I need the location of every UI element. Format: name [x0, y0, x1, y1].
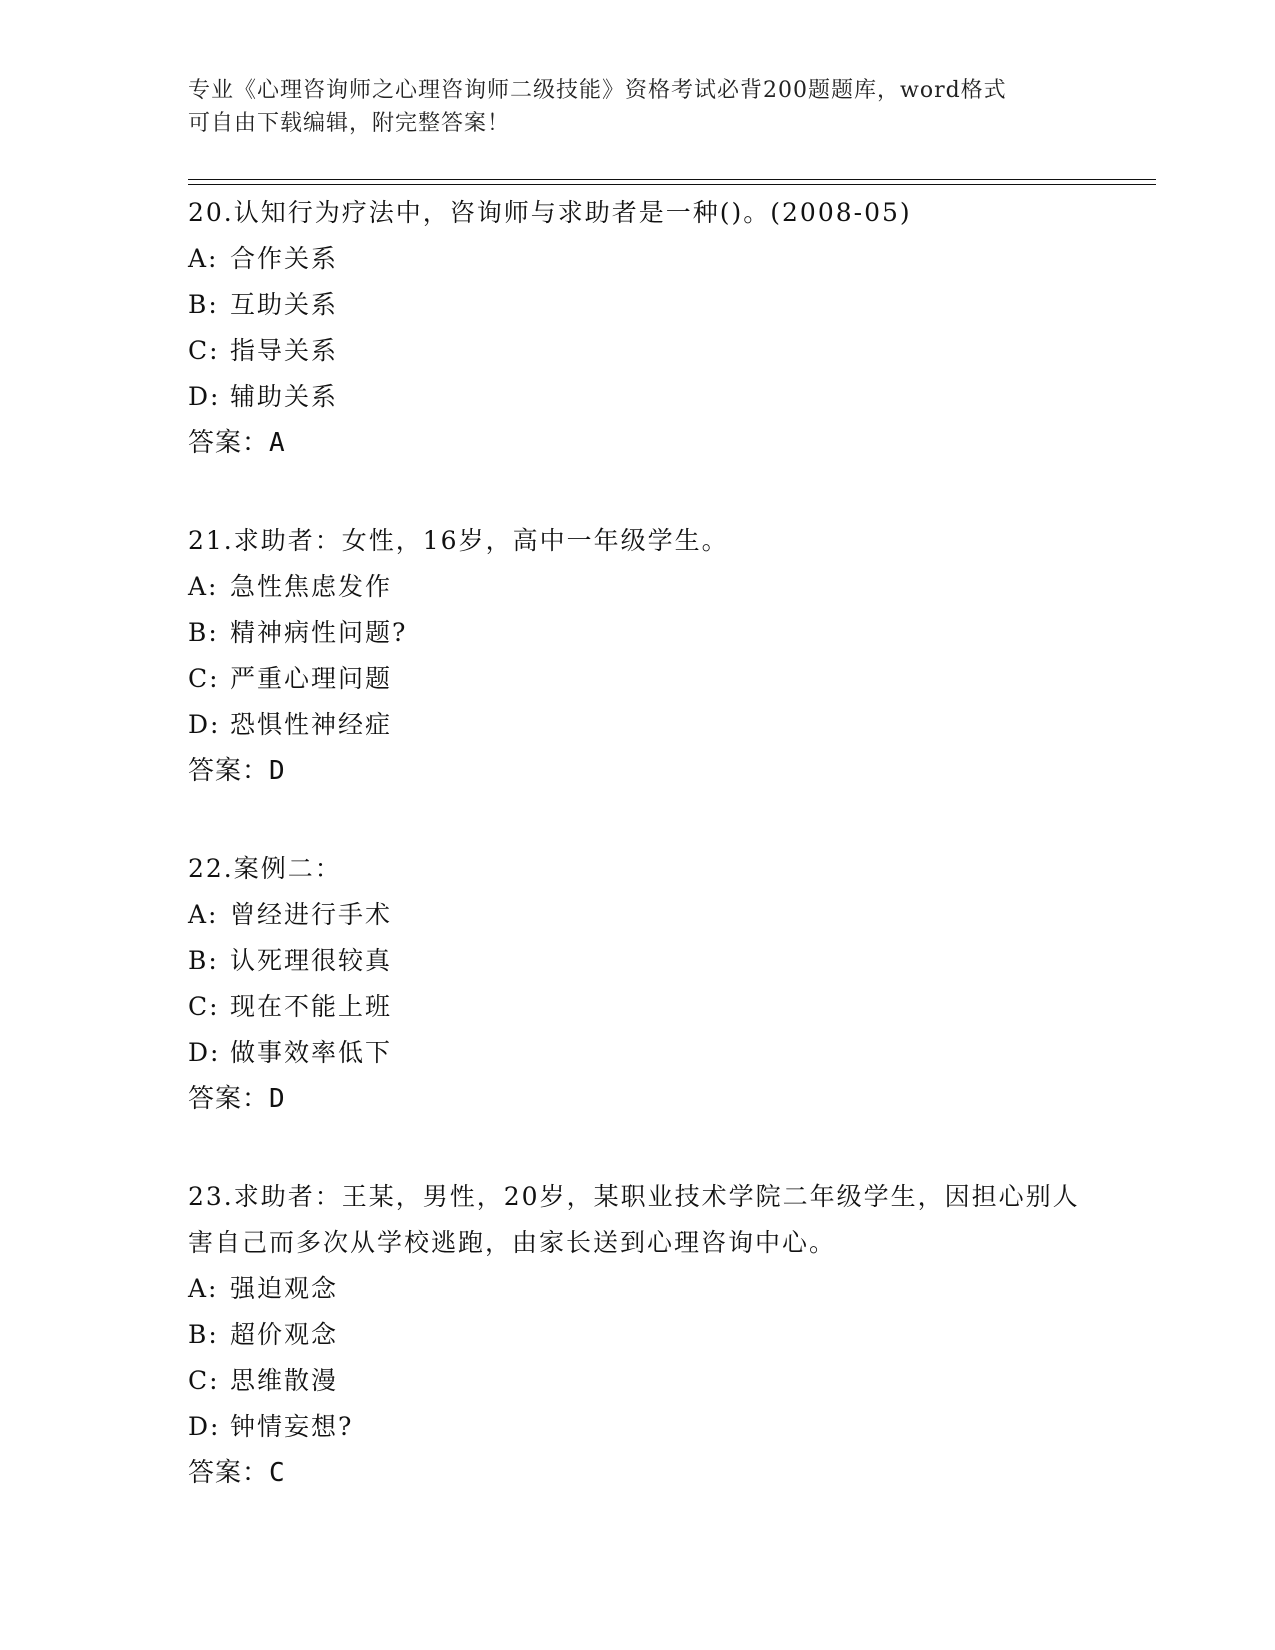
option-a	[188, 564, 1088, 610]
option-c	[188, 656, 1088, 702]
option-d	[188, 374, 1088, 420]
option-text: 互助关系	[230, 290, 339, 319]
option-a	[188, 1266, 1088, 1312]
question-item	[188, 190, 1088, 466]
option-text: 精神病性问题?	[230, 618, 408, 647]
option-text: 现在不能上班	[230, 992, 393, 1021]
option-text: 钟情妄想?	[230, 1412, 354, 1441]
question-item	[188, 846, 1088, 1122]
option-letter: B:	[188, 290, 219, 319]
answer-value: D	[269, 1084, 286, 1114]
option-text: 合作关系	[230, 244, 339, 273]
answer-line	[188, 748, 1088, 794]
option-text: 强迫观念	[230, 1274, 339, 1303]
header-divider-bottom	[188, 184, 1156, 185]
answer-label: 答案：	[188, 428, 270, 458]
option-letter: A:	[188, 900, 219, 929]
question-list	[188, 190, 1088, 1548]
document-header	[188, 74, 1088, 140]
option-letter: C:	[188, 1366, 220, 1395]
answer-label: 答案：	[188, 1458, 270, 1488]
option-c	[188, 984, 1088, 1030]
header-divider-top	[188, 179, 1156, 180]
option-letter: D:	[188, 1412, 221, 1441]
answer-label: 答案：	[188, 1084, 270, 1114]
answer-line	[188, 1076, 1088, 1122]
option-text: 严重心理问题	[230, 664, 393, 693]
option-letter: C:	[188, 336, 220, 365]
option-text: 曾经进行手术	[230, 900, 393, 929]
question-item	[188, 1174, 1088, 1496]
option-b	[188, 282, 1088, 328]
option-text: 认死理很较真	[230, 946, 393, 975]
option-d	[188, 1030, 1088, 1076]
option-text: 做事效率低下	[230, 1038, 393, 1067]
option-a	[188, 892, 1088, 938]
option-text: 超价观念	[230, 1320, 339, 1349]
option-letter: B:	[188, 1320, 219, 1349]
option-letter: A:	[188, 572, 219, 601]
option-letter: A:	[188, 244, 219, 273]
answer-value: C	[269, 1458, 286, 1488]
option-text: 思维散漫	[230, 1366, 339, 1395]
option-letter: D:	[188, 710, 221, 739]
option-text: 恐惧性神经症	[230, 710, 393, 739]
option-text: 急性焦虑发作	[230, 572, 393, 601]
option-letter: C:	[188, 664, 220, 693]
question-stem: 23.求助者：王某，男性，20岁，某职业技术学院二年级学生，因担心别人害自己而多次从学校逃跑，由家长送到心理咨询中心。	[188, 1182, 1080, 1257]
question-item	[188, 518, 1088, 794]
option-b	[188, 938, 1088, 984]
answer-label: 答案：	[188, 756, 270, 786]
header-line-2: 可自由下载编辑，附完整答案！	[188, 111, 511, 136]
question-stem: 22.案例二：	[188, 854, 342, 883]
answer-line	[188, 1450, 1088, 1496]
option-b	[188, 1312, 1088, 1358]
question-stem: 21.求助者：女性，16岁，高中一年级学生。	[188, 526, 729, 555]
answer-value: D	[269, 756, 286, 786]
option-letter: B:	[188, 618, 219, 647]
option-letter: A:	[188, 1274, 219, 1303]
option-d	[188, 1404, 1088, 1450]
option-letter: B:	[188, 946, 219, 975]
option-a	[188, 236, 1088, 282]
answer-value: A	[269, 428, 286, 458]
option-text: 指导关系	[230, 336, 339, 365]
header-line-1: 专业《心理咨询师之心理咨询师二级技能》资格考试必背200题题库，word格式	[188, 78, 1007, 103]
answer-line	[188, 420, 1088, 466]
option-d	[188, 702, 1088, 748]
option-b	[188, 610, 1088, 656]
option-c	[188, 328, 1088, 374]
option-letter: D:	[188, 1038, 221, 1067]
option-letter: D:	[188, 382, 221, 411]
question-stem: 20.认知行为疗法中，咨询师与求助者是一种()。(2008-05)	[188, 198, 912, 227]
option-letter: C:	[188, 992, 220, 1021]
option-c	[188, 1358, 1088, 1404]
option-text: 辅助关系	[230, 382, 339, 411]
